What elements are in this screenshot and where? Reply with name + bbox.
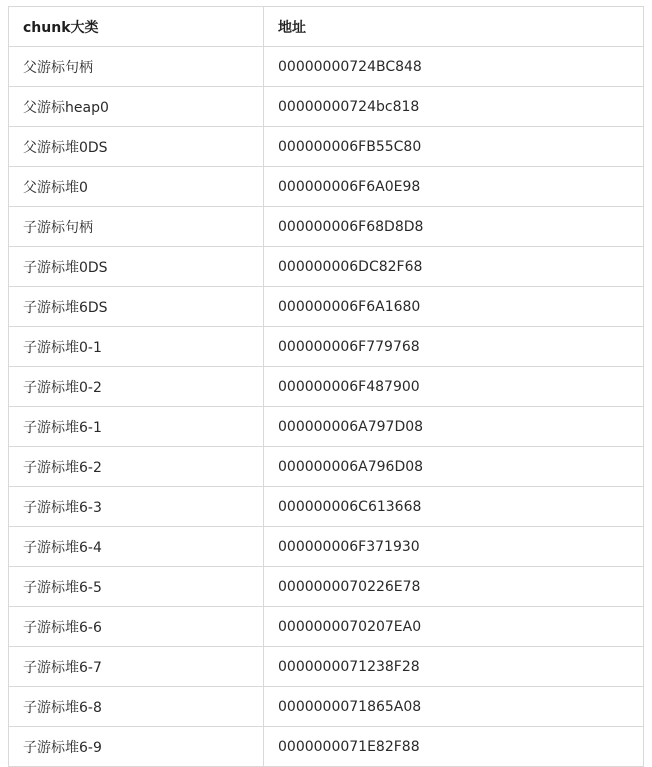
- table-row: [9, 727, 644, 767]
- address-cell: 0000000071238F28: [264, 647, 644, 687]
- chunk-category-cell: 子游标堆6-5: [9, 567, 264, 607]
- address-cell: 000000006A796D08: [264, 447, 644, 487]
- table-row: [9, 567, 644, 607]
- chunk-category-cell: 子游标句柄: [9, 207, 264, 247]
- address-cell: 00000000724bc818: [264, 87, 644, 127]
- chunk-category-cell: 子游标堆6-2: [9, 447, 264, 487]
- chunk-category-cell: 子游标堆6-4: [9, 527, 264, 567]
- chunk-category-cell: 子游标堆0-1: [9, 327, 264, 367]
- chunk-category-cell: 子游标堆6-6: [9, 607, 264, 647]
- chunk-category-cell: 子游标堆6-9: [9, 727, 264, 767]
- chunk-address-table-container: [8, 6, 643, 767]
- address-cell: 000000006A797D08: [264, 407, 644, 447]
- chunk-address-table: [8, 6, 644, 767]
- address-cell: 000000006F487900: [264, 367, 644, 407]
- table-row: [9, 87, 644, 127]
- column-header-chunk-category: chunk大类: [9, 7, 264, 47]
- address-cell: 000000006F6A0E98: [264, 167, 644, 207]
- table-row: [9, 407, 644, 447]
- address-cell: 000000006F371930: [264, 527, 644, 567]
- chunk-category-cell: 子游标堆6-7: [9, 647, 264, 687]
- address-cell: 000000006F779768: [264, 327, 644, 367]
- table-row: [9, 327, 644, 367]
- address-cell: 0000000071E82F88: [264, 727, 644, 767]
- chunk-category-cell: 子游标堆6-8: [9, 687, 264, 727]
- chunk-category-cell: 父游标堆0: [9, 167, 264, 207]
- table-body: [9, 47, 644, 767]
- address-cell: 0000000071865A08: [264, 687, 644, 727]
- address-cell: 00000000724BC848: [264, 47, 644, 87]
- address-cell: 0000000070207EA0: [264, 607, 644, 647]
- table-row: [9, 487, 644, 527]
- chunk-category-cell: 子游标堆0-2: [9, 367, 264, 407]
- table-row: [9, 527, 644, 567]
- chunk-category-cell: 父游标句柄: [9, 47, 264, 87]
- chunk-category-cell: 父游标堆0DS: [9, 127, 264, 167]
- table-row: [9, 247, 644, 287]
- table-header: [9, 7, 644, 47]
- table-row: [9, 607, 644, 647]
- address-cell: 000000006C613668: [264, 487, 644, 527]
- column-header-address: 地址: [264, 7, 644, 47]
- chunk-category-cell: 子游标堆6-3: [9, 487, 264, 527]
- table-row: [9, 647, 644, 687]
- chunk-category-cell: 父游标heap0: [9, 87, 264, 127]
- address-cell: 0000000070226E78: [264, 567, 644, 607]
- table-row: [9, 367, 644, 407]
- table-row: [9, 447, 644, 487]
- address-cell: 000000006F68D8D8: [264, 207, 644, 247]
- table-row: [9, 47, 644, 87]
- chunk-category-cell: 子游标堆6-1: [9, 407, 264, 447]
- address-cell: 000000006DC82F68: [264, 247, 644, 287]
- address-cell: 000000006FB55C80: [264, 127, 644, 167]
- table-row: [9, 127, 644, 167]
- chunk-category-cell: 子游标堆6DS: [9, 287, 264, 327]
- address-cell: 000000006F6A1680: [264, 287, 644, 327]
- table-row: [9, 167, 644, 207]
- header-row: [9, 7, 644, 47]
- table-row: [9, 687, 644, 727]
- chunk-category-cell: 子游标堆0DS: [9, 247, 264, 287]
- table-row: [9, 207, 644, 247]
- table-row: [9, 287, 644, 327]
